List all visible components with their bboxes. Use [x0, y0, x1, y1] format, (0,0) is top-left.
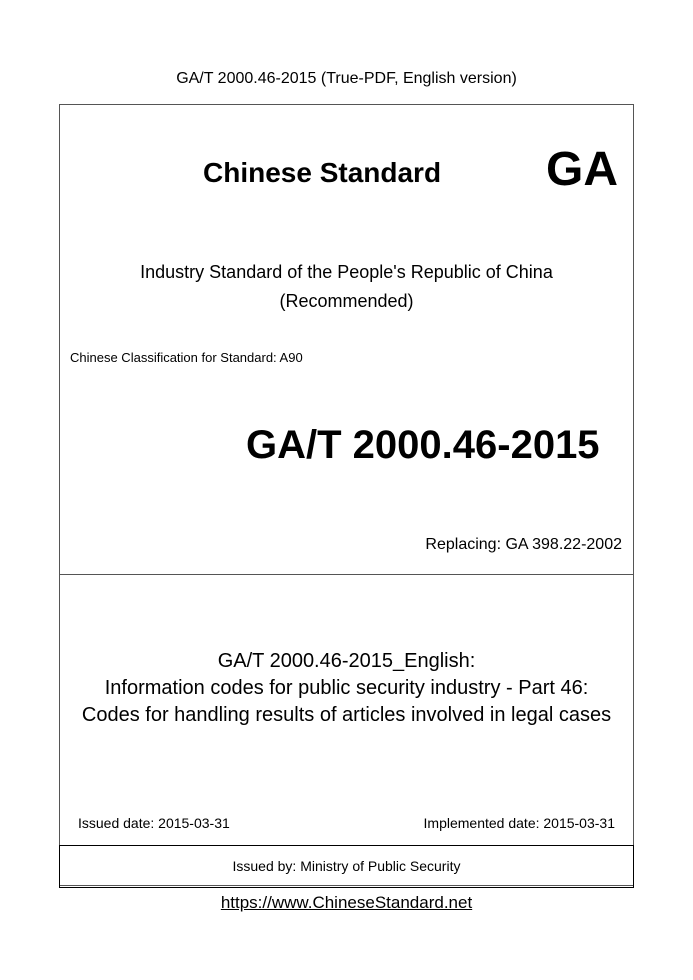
title-line-1: GA/T 2000.46-2015_English: [217, 650, 476, 672]
implemented-date: Implemented date: 2015-03-31 [423, 815, 615, 831]
issued-date: Issued date: 2015-03-31 [78, 815, 230, 831]
title-line-2: Information codes for public security industry - Part 46: [104, 677, 589, 699]
standard-label: Chinese Standard [203, 157, 442, 188]
website-link[interactable]: https://www.ChineseStandard.net [220, 893, 473, 912]
issuer-box [59, 845, 634, 888]
industry-line-1: Industry Standard of the People's Republic of China [140, 262, 553, 282]
replacing-text: Replacing: GA 398.22-2002 [425, 536, 622, 553]
standard-mark: GA [546, 143, 618, 196]
classification-text: Chinese Classification for Standard: A90 [70, 350, 303, 365]
cover-divider [59, 574, 634, 575]
cover-frame [59, 104, 634, 886]
industry-standard-heading [0, 258, 693, 316]
document-header-title: GA/T 2000.46-2015 (True-PDF, English version) [176, 70, 517, 87]
industry-line-2: (Recommended) [279, 291, 414, 311]
title-line-3: Codes for handling results of articles involved in legal cases [81, 704, 612, 726]
standard-title-block [59, 648, 634, 729]
issued-by-text: Issued by: Ministry of Public Security [232, 858, 461, 874]
standard-number: GA/T 2000.46-2015 [246, 423, 600, 467]
